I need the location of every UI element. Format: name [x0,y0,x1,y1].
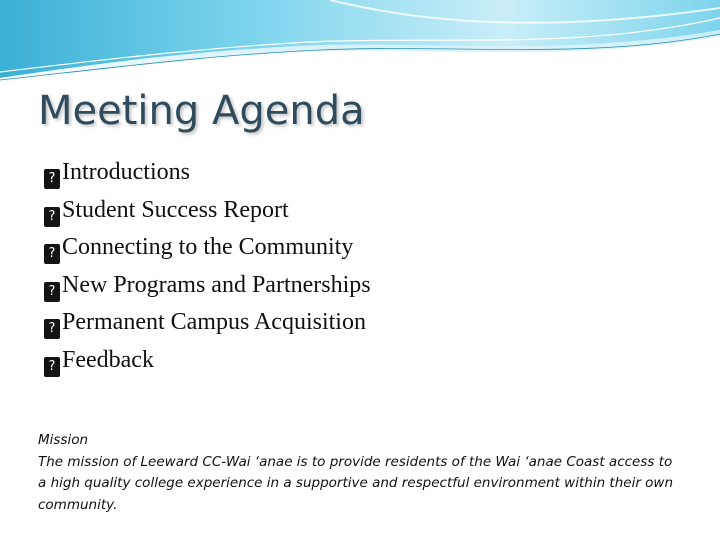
agenda-list [44,154,371,380]
agenda-item [44,304,371,342]
agenda-item [44,154,371,192]
mission-block [38,430,678,516]
agenda-item-label: Student Success Report [62,196,289,223]
agenda-item [44,192,371,230]
mission-text: The mission of Leeward CC-Wai ‘anae is to provide residents of the Wai ‘anae Coast access to a high quality college experience in a supportive and respectful environment within their own community. [38,453,674,513]
agenda-item [44,229,371,267]
bullet-icon: ? [44,357,60,377]
agenda-item [44,267,371,305]
agenda-item-label: New Programs and Partnerships [62,271,371,298]
agenda-item [44,342,371,380]
bullet-icon: ? [44,319,60,339]
slide-title: Meeting Agenda [38,88,365,134]
decorative-wave-header [0,0,720,90]
agenda-item-label: Connecting to the Community [62,234,354,261]
agenda-item-label: Permanent Campus Acquisition [62,309,366,336]
bullet-icon: ? [44,169,60,189]
bullet-icon: ? [44,244,60,264]
bullet-icon: ? [44,282,60,302]
bullet-icon: ? [44,207,60,227]
mission-heading: Mission [38,432,89,448]
agenda-item-label: Introductions [62,159,190,185]
agenda-item-label: Feedback [62,346,154,373]
